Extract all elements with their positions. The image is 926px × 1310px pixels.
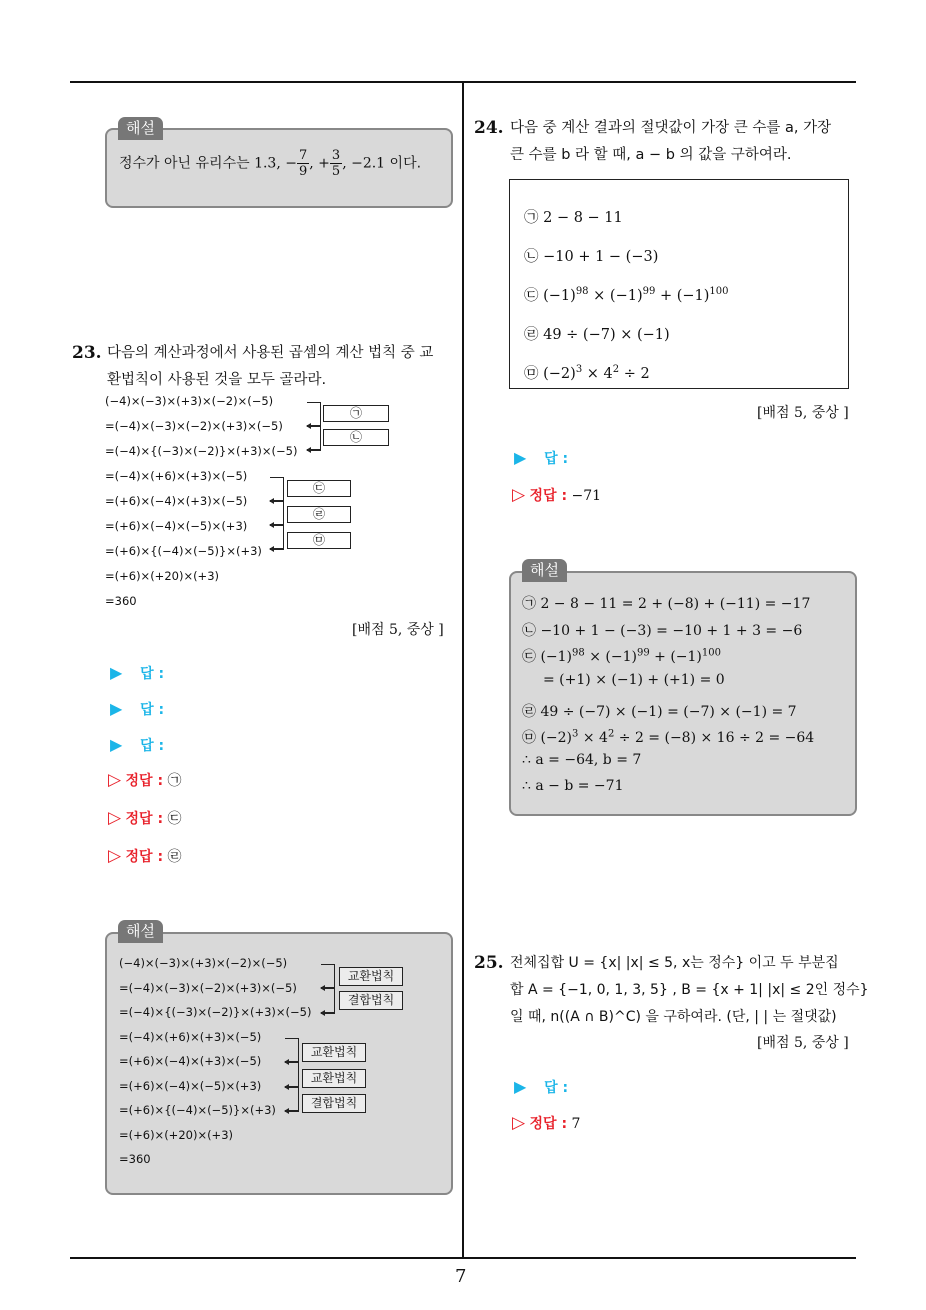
correct-answer: ▷ 정답 : ㉢ (108, 808, 182, 828)
calc-line: =(+6)×{(−4)×(−5)}×(+3) (119, 1103, 276, 1117)
answer-blank[interactable]: ▶ 답 : (110, 735, 165, 754)
expl-line: ㉡ −10 + 1 − (−3) = −10 + 1 + 3 = −6 (522, 623, 803, 639)
calc-line: =(−4)×(−3)×(−2)×(+3)×(−5) (119, 980, 297, 995)
question-25-text: 전체집합 U = {x| |x| ≤ 5, x는 정수} 이고 두 부분집 합 A = {−1, 0, 1, 3, 5} , B = {x + 1| |x| ≤ 2인 정수} 일 때, n((A ∩ B)^C) 을 구하여라. (단, | | 는 절댓값) (510, 955, 869, 1025)
choice-item: ㉢ $(-1)^{98} \times (-1)^{99} + (-1)^{100}$ (524, 286, 729, 304)
question-23-text: 다음의 계산과정에서 사용된 곱셈의 계산 법칙 중 교 환법칙이 사용된 것을 모두 골라라. (107, 345, 434, 388)
step-mark-box: ㉡ (323, 429, 389, 446)
explanation-tag: 해설 (522, 559, 567, 582)
step-mark-box: ㉢ (287, 480, 351, 497)
page-number: 7 (455, 1266, 467, 1287)
expl-line: ㉤ $(-2)^3 \times 4^2 \div 2 = (-8) \times 16 \div 2 = -64$ (522, 728, 815, 746)
question-24-text: 다음 중 계산 결과의 절댓값이 가장 큰 수를 a, 가장 큰 수를 b 라 할 때, a − b 의 값을 구하여라. (510, 120, 832, 163)
calc-line: =360 (119, 1152, 151, 1166)
expl-line: ∴ a = −64, b = 7 (522, 752, 642, 768)
law-label: 결합법칙 (339, 991, 403, 1010)
calc-line: =(+6)×{(−4)×(−5)}×(+3) (105, 544, 262, 558)
step-arrow (270, 549, 284, 550)
law-arrow (321, 1013, 335, 1014)
law-label: 결합법칙 (302, 1094, 366, 1113)
correct-answer: ▷ 정답 : ㉠ (108, 770, 182, 790)
choice-item: ㉣ 49 ÷ (−7) × (−1) (524, 327, 670, 343)
q23-explanation-box (105, 932, 453, 1195)
expl-line: ∴ a − b = −71 (522, 778, 624, 794)
explanation-tag: 해설 (118, 920, 163, 943)
expl-line: = (+1) × (−1) + (+1) = 0 (543, 672, 725, 688)
calc-line: =(−4)×{(−3)×(−2)}×(+3)×(−5) (105, 444, 298, 458)
question-number-25: 25. (474, 953, 504, 973)
law-arrow (285, 1111, 299, 1112)
q23-expl-calculation (119, 951, 311, 1172)
expl-line: ㉢ $(-1)^{98} \times (-1)^{99} + (-1)^{100}$ (522, 647, 721, 665)
calc-line: =(−4)×(−3)×(−2)×(+3)×(−5) (105, 419, 283, 433)
prev-explanation-box (105, 128, 453, 208)
answer-blank[interactable]: ▶ 답 : (514, 448, 569, 467)
fraction-3-5: $\frac{3}{5}$ (331, 148, 341, 179)
correct-answer: ▷ 정답 : −71 (512, 485, 602, 505)
step-arrow (307, 450, 321, 451)
step-mark-box: ㉣ (287, 506, 351, 523)
question-number-24: 24. (474, 118, 504, 138)
expl-line: ㉠ 2 − 8 − 11 = 2 + (−8) + (−11) = −17 (522, 596, 811, 612)
choice-item: ㉠ 2 − 8 − 11 (524, 210, 623, 226)
calc-line: =360 (105, 594, 137, 608)
expl-line: ㉣ 49 ÷ (−7) × (−1) = (−7) × (−1) = 7 (522, 704, 797, 720)
calc-line: =(+6)×(−4)×(−5)×(+3) (105, 519, 248, 533)
fraction-7-9: $\frac{7}{9}$ (298, 148, 308, 179)
calc-line: =(+6)×(−4)×(+3)×(−5) (119, 1054, 262, 1068)
q25-score: [배점 5, 중상 ] (757, 1035, 849, 1051)
law-label: 교환법칙 (302, 1043, 366, 1062)
correct-answer: ▷ 정답 : 7 (512, 1113, 581, 1133)
calc-line: =(+6)×(−4)×(−5)×(+3) (119, 1078, 262, 1093)
answer-blank[interactable]: ▶ 답 : (110, 699, 165, 718)
calc-line: (−4)×(−3)×(+3)×(−2)×(−5) (119, 956, 288, 970)
correct-answer: ▷ 정답 : ㉣ (108, 846, 182, 866)
bottom-rule (70, 1257, 856, 1259)
law-label: 교환법칙 (339, 967, 403, 986)
step-mark-box: ㉤ (287, 532, 351, 549)
step-mark-box: ㉠ (323, 405, 389, 422)
choice-item: ㉡ −10 + 1 − (−3) (524, 249, 659, 265)
calc-line: =(+6)×(+20)×(+3) (119, 1127, 234, 1142)
calc-line: =(+6)×(+20)×(+3) (105, 569, 220, 583)
column-divider (462, 83, 464, 1257)
explanation-tag: 해설 (118, 117, 163, 140)
calc-line: =(−4)×(+6)×(+3)×(−5) (119, 1029, 262, 1044)
prev-explanation-text: 정수가 아닌 유리수는 1.3, − $\frac{7}{9}$ , + $\frac{3}{5}$ , −2.1 이다. (119, 148, 422, 179)
question-number-23: 23. (72, 343, 102, 363)
calc-line: =(+6)×(−4)×(+3)×(−5) (105, 494, 248, 508)
answer-blank[interactable]: ▶ 답 : (110, 663, 165, 682)
law-label: 교환법칙 (302, 1069, 366, 1088)
calc-line: =(−4)×(+6)×(+3)×(−5) (105, 469, 248, 483)
calc-line: =(−4)×{(−3)×(−2)}×(+3)×(−5) (119, 1005, 312, 1019)
answer-blank[interactable]: ▶ 답 : (514, 1077, 569, 1096)
calc-line: (−4)×(−3)×(+3)×(−2)×(−5) (105, 394, 274, 408)
q24-score: [배점 5, 중상 ] (757, 405, 849, 421)
q23-score: [배점 5, 중상 ] (352, 622, 444, 638)
choice-item: ㉤ $(-2)^3 \times 4^2 \div 2$ (524, 364, 650, 382)
